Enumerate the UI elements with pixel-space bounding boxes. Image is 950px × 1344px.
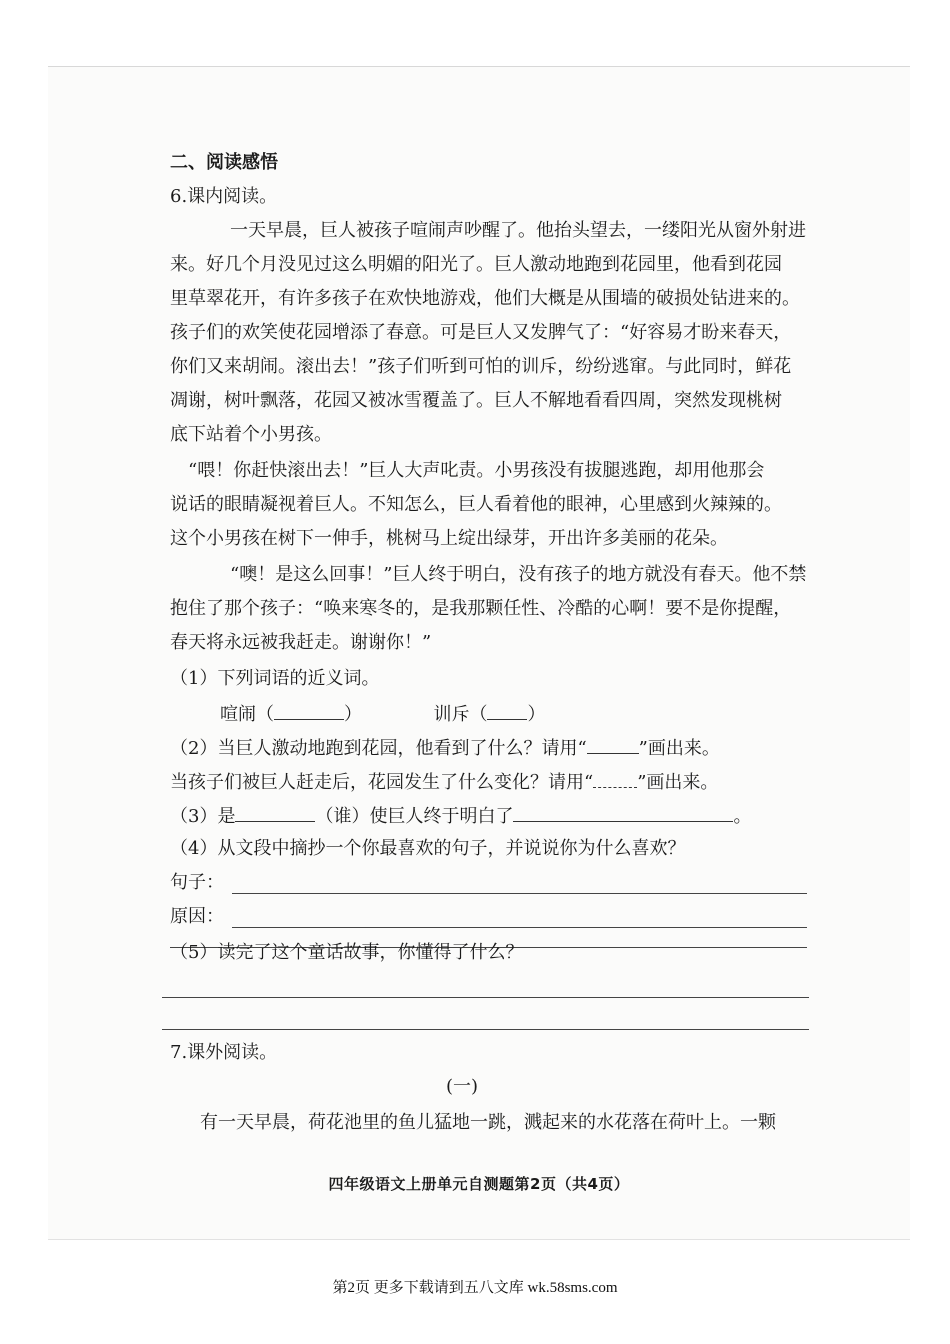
straight-underline-sample [587, 735, 639, 754]
question-6-3-text-b: （谁）使巨人终于明白了 [315, 806, 514, 827]
passage-line: 孩子们的欢笑使花园增添了春意。可是巨人又发脾气了：“好容易才盼来春天， [170, 322, 792, 343]
answer-blank-understood[interactable] [513, 803, 733, 822]
passage-line: 里草翠花开，有许多孩子在欢快地游戏，他们大概是从围墙的破损处钻进来的。 [170, 288, 800, 309]
page-footer: 四年级语文上册单元自测题第2页（共4页） [328, 1175, 630, 1193]
answer-line-reason-1[interactable] [232, 927, 807, 928]
passage-line: 一天早晨，巨人被孩子喧闹声吵醒了。他抬头望去，一缕阳光从窗外射进 [230, 220, 806, 241]
passage-line: 抱住了那个孩子：“唤来寒冬的，是我那颗任性、冷酷的心啊！要不是你提醒， [170, 598, 792, 619]
question-6-5: （5）读完了这个童话故事，你懂得了什么？ [170, 942, 524, 963]
question-6-3-text-a: （3）是 [170, 806, 236, 827]
question-6-2b-end: ”画出来。 [637, 772, 719, 793]
passage-line: 这个小男孩在树下一伸手，桃树马上绽出绿芽，开出许多美丽的花朵。 [170, 528, 728, 549]
answer-reason-label: 原因： [170, 906, 224, 927]
synonym-word-1: 喧闹（ [220, 704, 274, 725]
answer-sentence-label: 句子： [170, 872, 224, 893]
answer-line-understanding-1[interactable] [162, 997, 809, 998]
wavy-underline-sample [593, 769, 637, 788]
synonym-answer-2[interactable] [487, 701, 527, 720]
question-6-2b [170, 769, 718, 795]
answer-line-understanding-2[interactable] [162, 1029, 809, 1030]
synonym-word-1-close: ） [344, 704, 362, 725]
passage-line: 底下站着个小男孩。 [170, 424, 332, 445]
question-6-1: （1）下列词语的近义词。 [170, 668, 380, 689]
answer-line-sentence[interactable] [232, 893, 807, 894]
passage-line: 来。好几个月没见过这么明媚的阳光了。巨人激动地跑到花园里，他看到花园 [170, 254, 782, 275]
passage-line: “噢！是这么回事！”巨人终于明白，没有孩子的地方就没有春天。他不禁 [230, 564, 807, 585]
question-6-3-end: 。 [733, 806, 752, 827]
answer-blank-who[interactable] [235, 803, 315, 822]
download-note: 第2页 更多下载请到五八文库 wk.58sms.com [332, 1280, 618, 1296]
passage-7-subtitle: (一) [446, 1076, 479, 1097]
section-heading: 二、阅读感悟 [170, 152, 278, 173]
synonym-word-2: 训斥（ [433, 704, 488, 725]
question-6-2a-text: （2）当巨人激动地跑到花园，他看到了什么？请用“ [170, 738, 587, 759]
synonym-word-2-close: ） [527, 704, 546, 725]
passage-7-first-line: 有一天早晨，荷花池里的鱼儿猛地一跳，溅起来的水花落在荷叶上。一颗 [200, 1112, 776, 1133]
question-6-title: 6.课内阅读。 [170, 186, 278, 207]
question-6-2b-text: 当孩子们被巨人赶走后，花园发生了什么变化？请用“ [170, 772, 594, 793]
passage-line: 凋谢，树叶飘落，花园又被冰雪覆盖了。巨人不解地看看四周，突然发现桃树 [170, 390, 782, 411]
question-6-3 [170, 803, 751, 829]
synonym-answer-1[interactable] [274, 701, 344, 720]
question-6-2a-end: ”画出来。 [638, 738, 720, 759]
question-6-4: （4）从文段中摘抄一个你最喜欢的句子，并说说你为什么喜欢？ [170, 838, 686, 859]
passage-line: 春天将永远被我赶走。谢谢你！” [170, 632, 432, 653]
synonym-row [220, 701, 545, 727]
passage-line: “喂！你赶快滚出去！”巨人大声叱责。小男孩没有拔腿逃跑，却用他那会 [188, 460, 765, 481]
passage-line: 说话的眼睛凝视着巨人。不知怎么，巨人看着他的眼神，心里感到火辣辣的。 [170, 494, 782, 515]
passage-line: 你们又来胡闹。滚出去！”孩子们听到可怕的训斥，纷纷逃窜。与此同时，鲜花 [170, 356, 792, 377]
exam-page [48, 66, 910, 1240]
question-7-title: 7.课外阅读。 [170, 1042, 278, 1063]
question-6-2a [170, 735, 720, 761]
